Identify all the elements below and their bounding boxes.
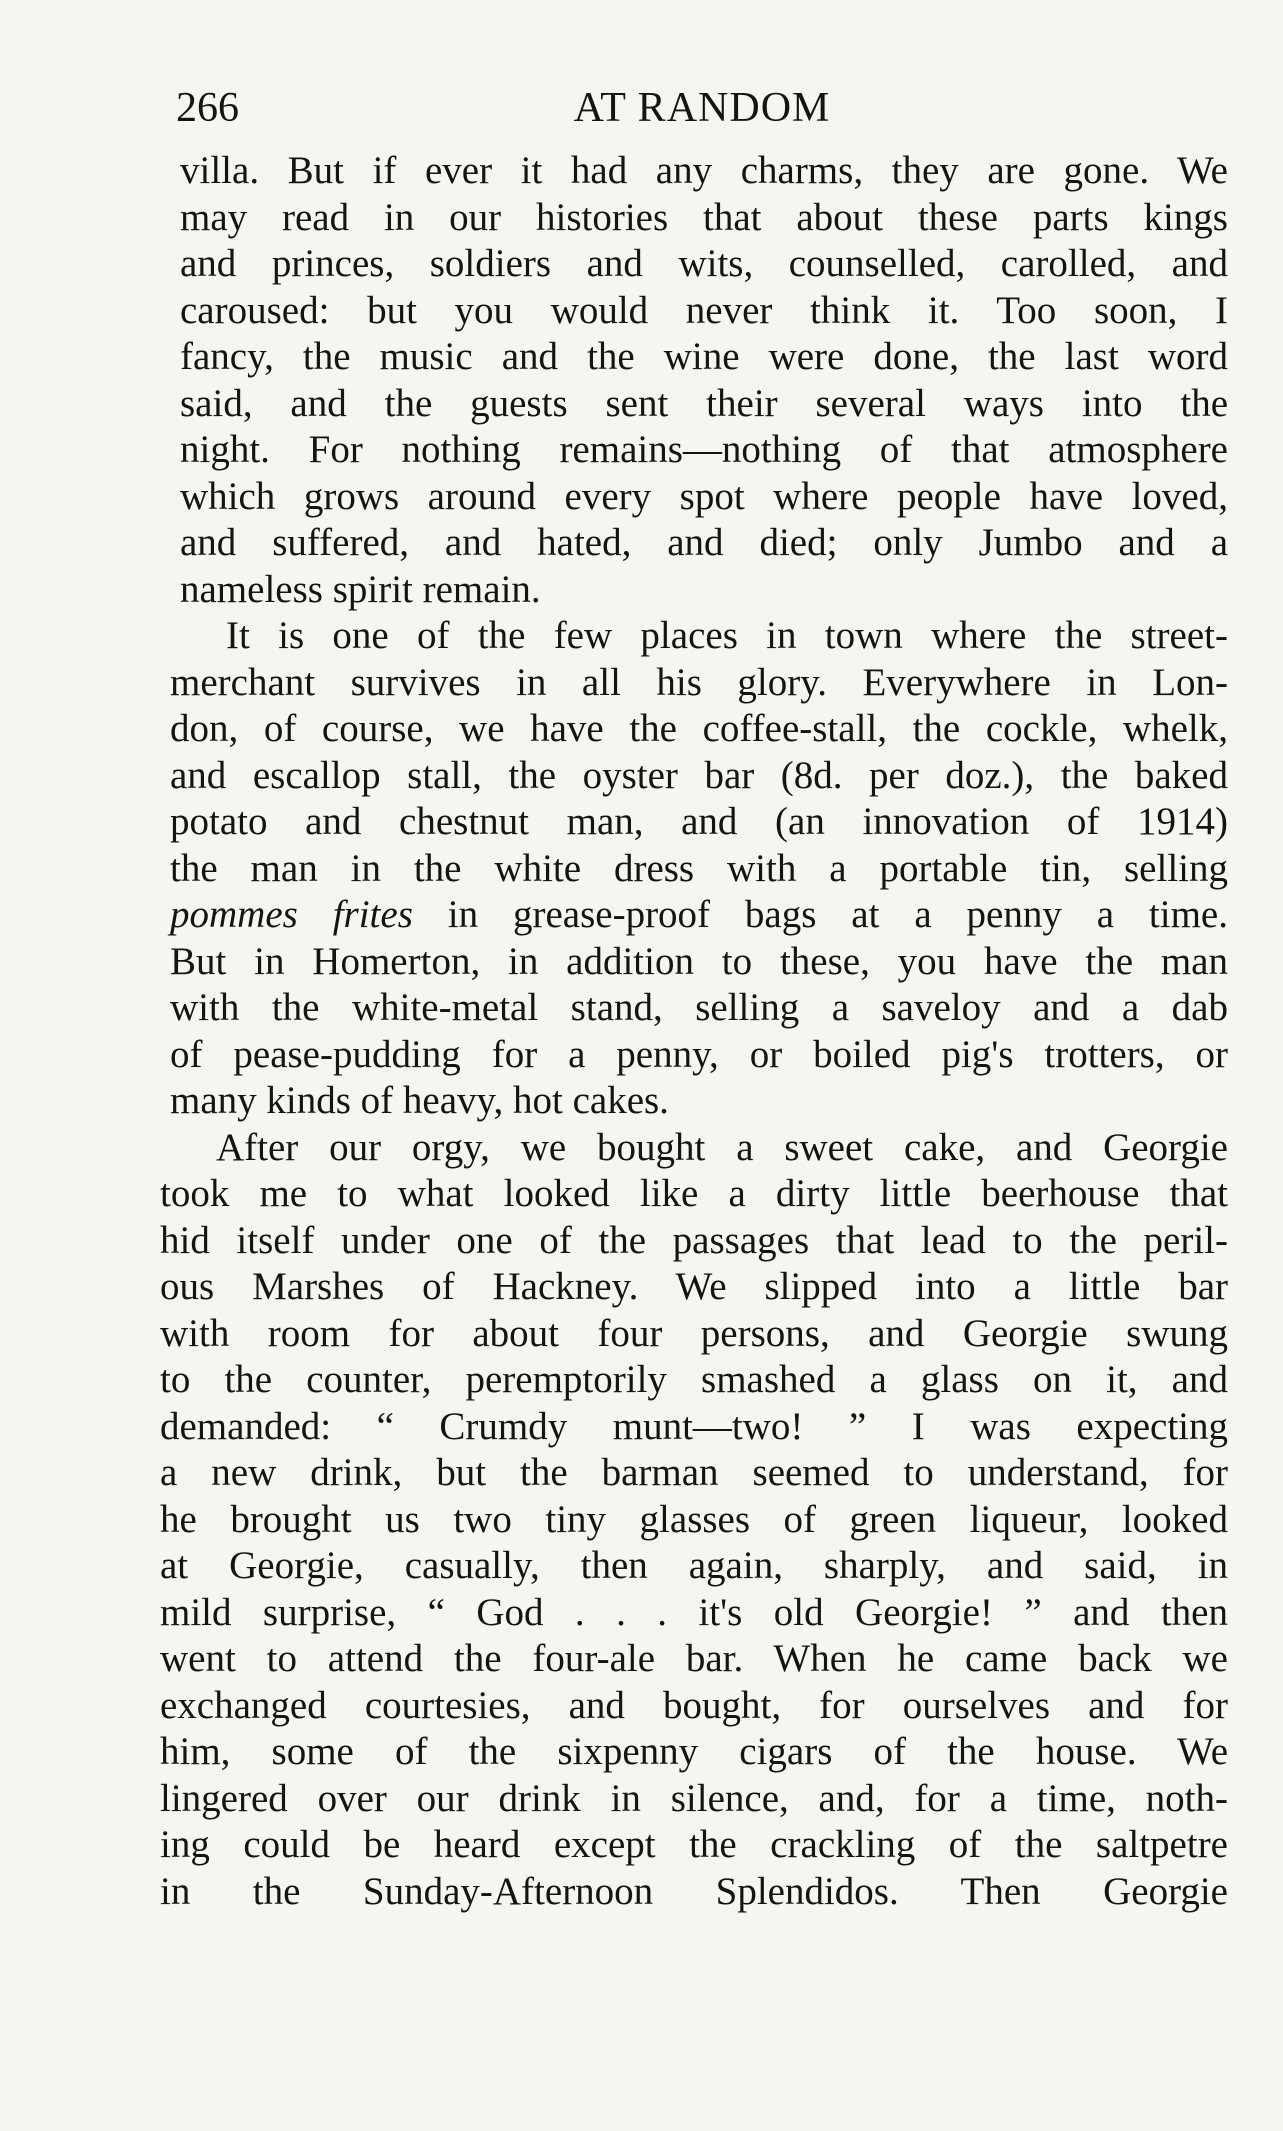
text-line: with the white-metal stand, selling a saveloy and a dab [170, 986, 1228, 1029]
text-line: to the counter, peremptorily smashed a glass on it, and [160, 1358, 1228, 1401]
text-line: went to attend the four-ale bar. When he came back we [160, 1637, 1228, 1680]
text-line: and suffered, and hated, and died; only Jumbo and a [180, 521, 1228, 564]
text-line: many kinds of heavy, hot cakes. [170, 1079, 669, 1122]
paragraph-1 [180, 148, 1228, 613]
text-line: demanded: “ Crumdy munt—two! ” I was expecting [160, 1404, 1228, 1448]
text-line: of pease-pudding for a penny, or boiled pig's trotters, or [170, 1032, 1228, 1076]
page-number: 266 [176, 85, 239, 131]
paragraph-3 [160, 1125, 1228, 1916]
text-line: It is one of the few places in town where the street- [226, 614, 1228, 657]
paragraph-2 [170, 613, 1228, 1125]
text-line: After our orgy, we bought a sweet cake, and Georgie [216, 1125, 1228, 1169]
text-line: nameless spirit remain. [180, 567, 541, 611]
text-line: mild surprise, “ God . . . it's old Georgie! ” and then [160, 1590, 1228, 1634]
text-line: may read in our histories that about these parts kings [180, 195, 1228, 239]
text-line: night. For nothing remains—nothing of that atmosphere [180, 428, 1228, 471]
text-line: don, of course, we have the coffee-stall, the cockle, whelk, [170, 707, 1228, 750]
text-line: exchanged courtesies, and bought, for ourselves and for [160, 1683, 1228, 1727]
text-line: ous Marshes of Hackney. We slipped into a little bar [160, 1265, 1228, 1308]
text-line: But in Homerton, in addition to these, you have the man [170, 939, 1228, 983]
text-line: the man in the white dress with a portable tin, selling [170, 846, 1228, 890]
text-line: him, some of the sixpenny cigars of the house. We [160, 1730, 1228, 1773]
text-line: and princes, soldiers and wits, counselled, carolled, and [180, 242, 1228, 285]
text-line: villa. But if ever it had any charms, they are gone. We [180, 149, 1228, 192]
text-line: he brought us two tiny glasses of green liqueur, looked [160, 1497, 1228, 1541]
text-line: a new drink, but the barman seemed to understand, for [160, 1451, 1228, 1494]
text-line: which grows around every spot where people have loved, [180, 474, 1228, 518]
text-line: caroused: but you would never think it. Too soon, I [180, 288, 1228, 332]
text-line-italic: pommes frites in grease-proof bags at a penny a time. [170, 893, 1228, 936]
text-line: at Georgie, casually, then again, sharply, and said, in [160, 1544, 1228, 1587]
text-line: took me to what looked like a dirty little beerhouse that [160, 1172, 1228, 1215]
text-line: and escallop stall, the oyster bar (8d. per doz.), the baked [170, 753, 1228, 797]
text-line: ing could be heard except the crackling of the saltpetre [160, 1823, 1228, 1866]
text-line: merchant survives in all his glory. Everywhere in Lon- [170, 660, 1228, 704]
text-line: said, and the guests sent their several ways into the [180, 381, 1228, 425]
body-text [160, 148, 1228, 1915]
italic-phrase: pommes frites [170, 893, 413, 936]
page-header [176, 78, 1228, 138]
text-line: lingered over our drink in silence, and, for a time, noth- [160, 1776, 1228, 1820]
text-line: with room for about four persons, and Georgie swung [160, 1311, 1228, 1355]
text-line: fancy, the music and the wine were done, the last word [180, 335, 1228, 378]
text-line: in the Sunday-Afternoon Splendidos. Then Georgie [160, 1869, 1228, 1913]
text-line: potato and chestnut man, and (an innovation of 1914) [170, 800, 1228, 843]
running-title: AT RANDOM [573, 85, 831, 131]
text-line: hid itself under one of the passages that lead to the peril- [160, 1218, 1228, 1262]
